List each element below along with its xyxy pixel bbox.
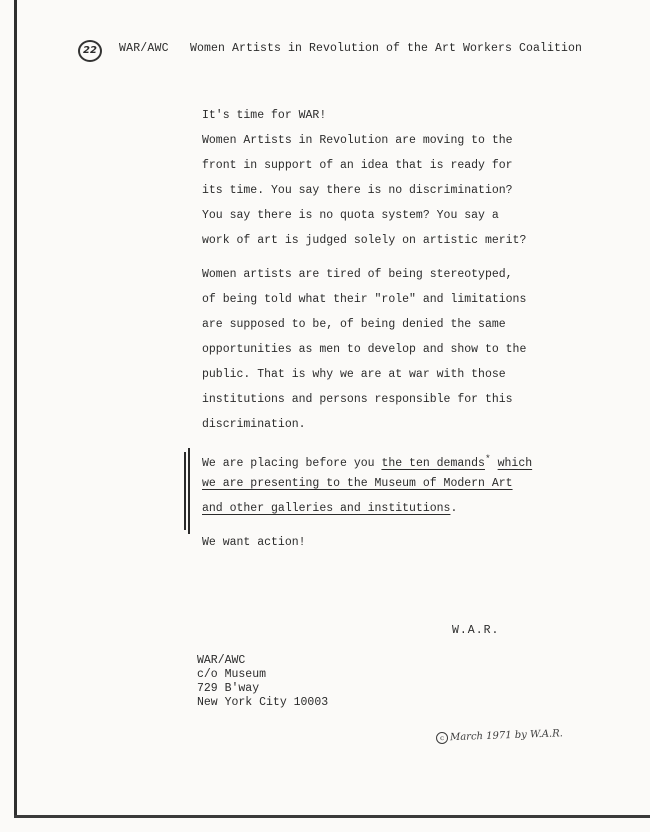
- body-line: It's time for WAR!: [202, 109, 327, 122]
- body-line: and other galleries and institutions.: [202, 502, 458, 515]
- address-line: WAR/AWC: [197, 654, 246, 667]
- page-bottom-edge: [14, 815, 650, 818]
- body-line: discrimination.: [202, 418, 306, 431]
- copyright-icon: c: [436, 732, 448, 744]
- body-line: We are placing before you the ten demands* which: [202, 453, 533, 470]
- copyright-text: March 1971 by W.A.R.: [449, 728, 564, 744]
- margin-mark: [184, 452, 186, 530]
- address-line: 729 B'way: [197, 682, 260, 695]
- body-line: work of art is judged solely on artistic merit?: [202, 234, 527, 247]
- body-line: Women Artists in Revolution are moving to the: [202, 134, 513, 147]
- body-line: public. That is why we are at war with those: [202, 368, 506, 381]
- margin-mark: [188, 448, 190, 534]
- address-line: c/o Museum: [197, 668, 267, 681]
- body-line: You say there is no quota system? You say a: [202, 209, 499, 222]
- underlined-text: which: [497, 456, 533, 470]
- body-line: its time. You say there is no discrimination?: [202, 184, 513, 197]
- underlined-text: and other galleries and institutions: [202, 502, 451, 515]
- page-number: 22: [78, 40, 102, 62]
- demands-paragraph: [202, 446, 542, 521]
- body-line: of being told what their "role" and limitations: [202, 293, 527, 306]
- letter-body: [202, 103, 542, 555]
- underlined-line: we are presenting to the Museum of Modern Art: [202, 477, 513, 490]
- header-title: Women Artists in Revolution of the Art Workers Coalition: [190, 42, 583, 55]
- footnote-asterisk: *: [484, 453, 491, 464]
- body-line: We want action!: [202, 536, 306, 549]
- page-left-edge: [14, 0, 17, 815]
- body-line: Women artists are tired of being stereotyped,: [202, 268, 513, 281]
- header-code: WAR/AWC: [119, 42, 169, 55]
- body-line: are supposed to be, of being denied the same: [202, 318, 506, 331]
- address-line: New York City 10003: [197, 696, 329, 709]
- body-line: front in support of an idea that is ready for: [202, 159, 513, 172]
- body-line: opportunities as men to develop and show to the: [202, 343, 527, 356]
- body-line: institutions and persons responsible for this: [202, 393, 513, 406]
- signature: W.A.R.: [452, 624, 500, 637]
- underlined-text: the ten demands: [381, 456, 485, 470]
- mailing-address: [197, 654, 328, 710]
- handwritten-copyright: [436, 728, 563, 744]
